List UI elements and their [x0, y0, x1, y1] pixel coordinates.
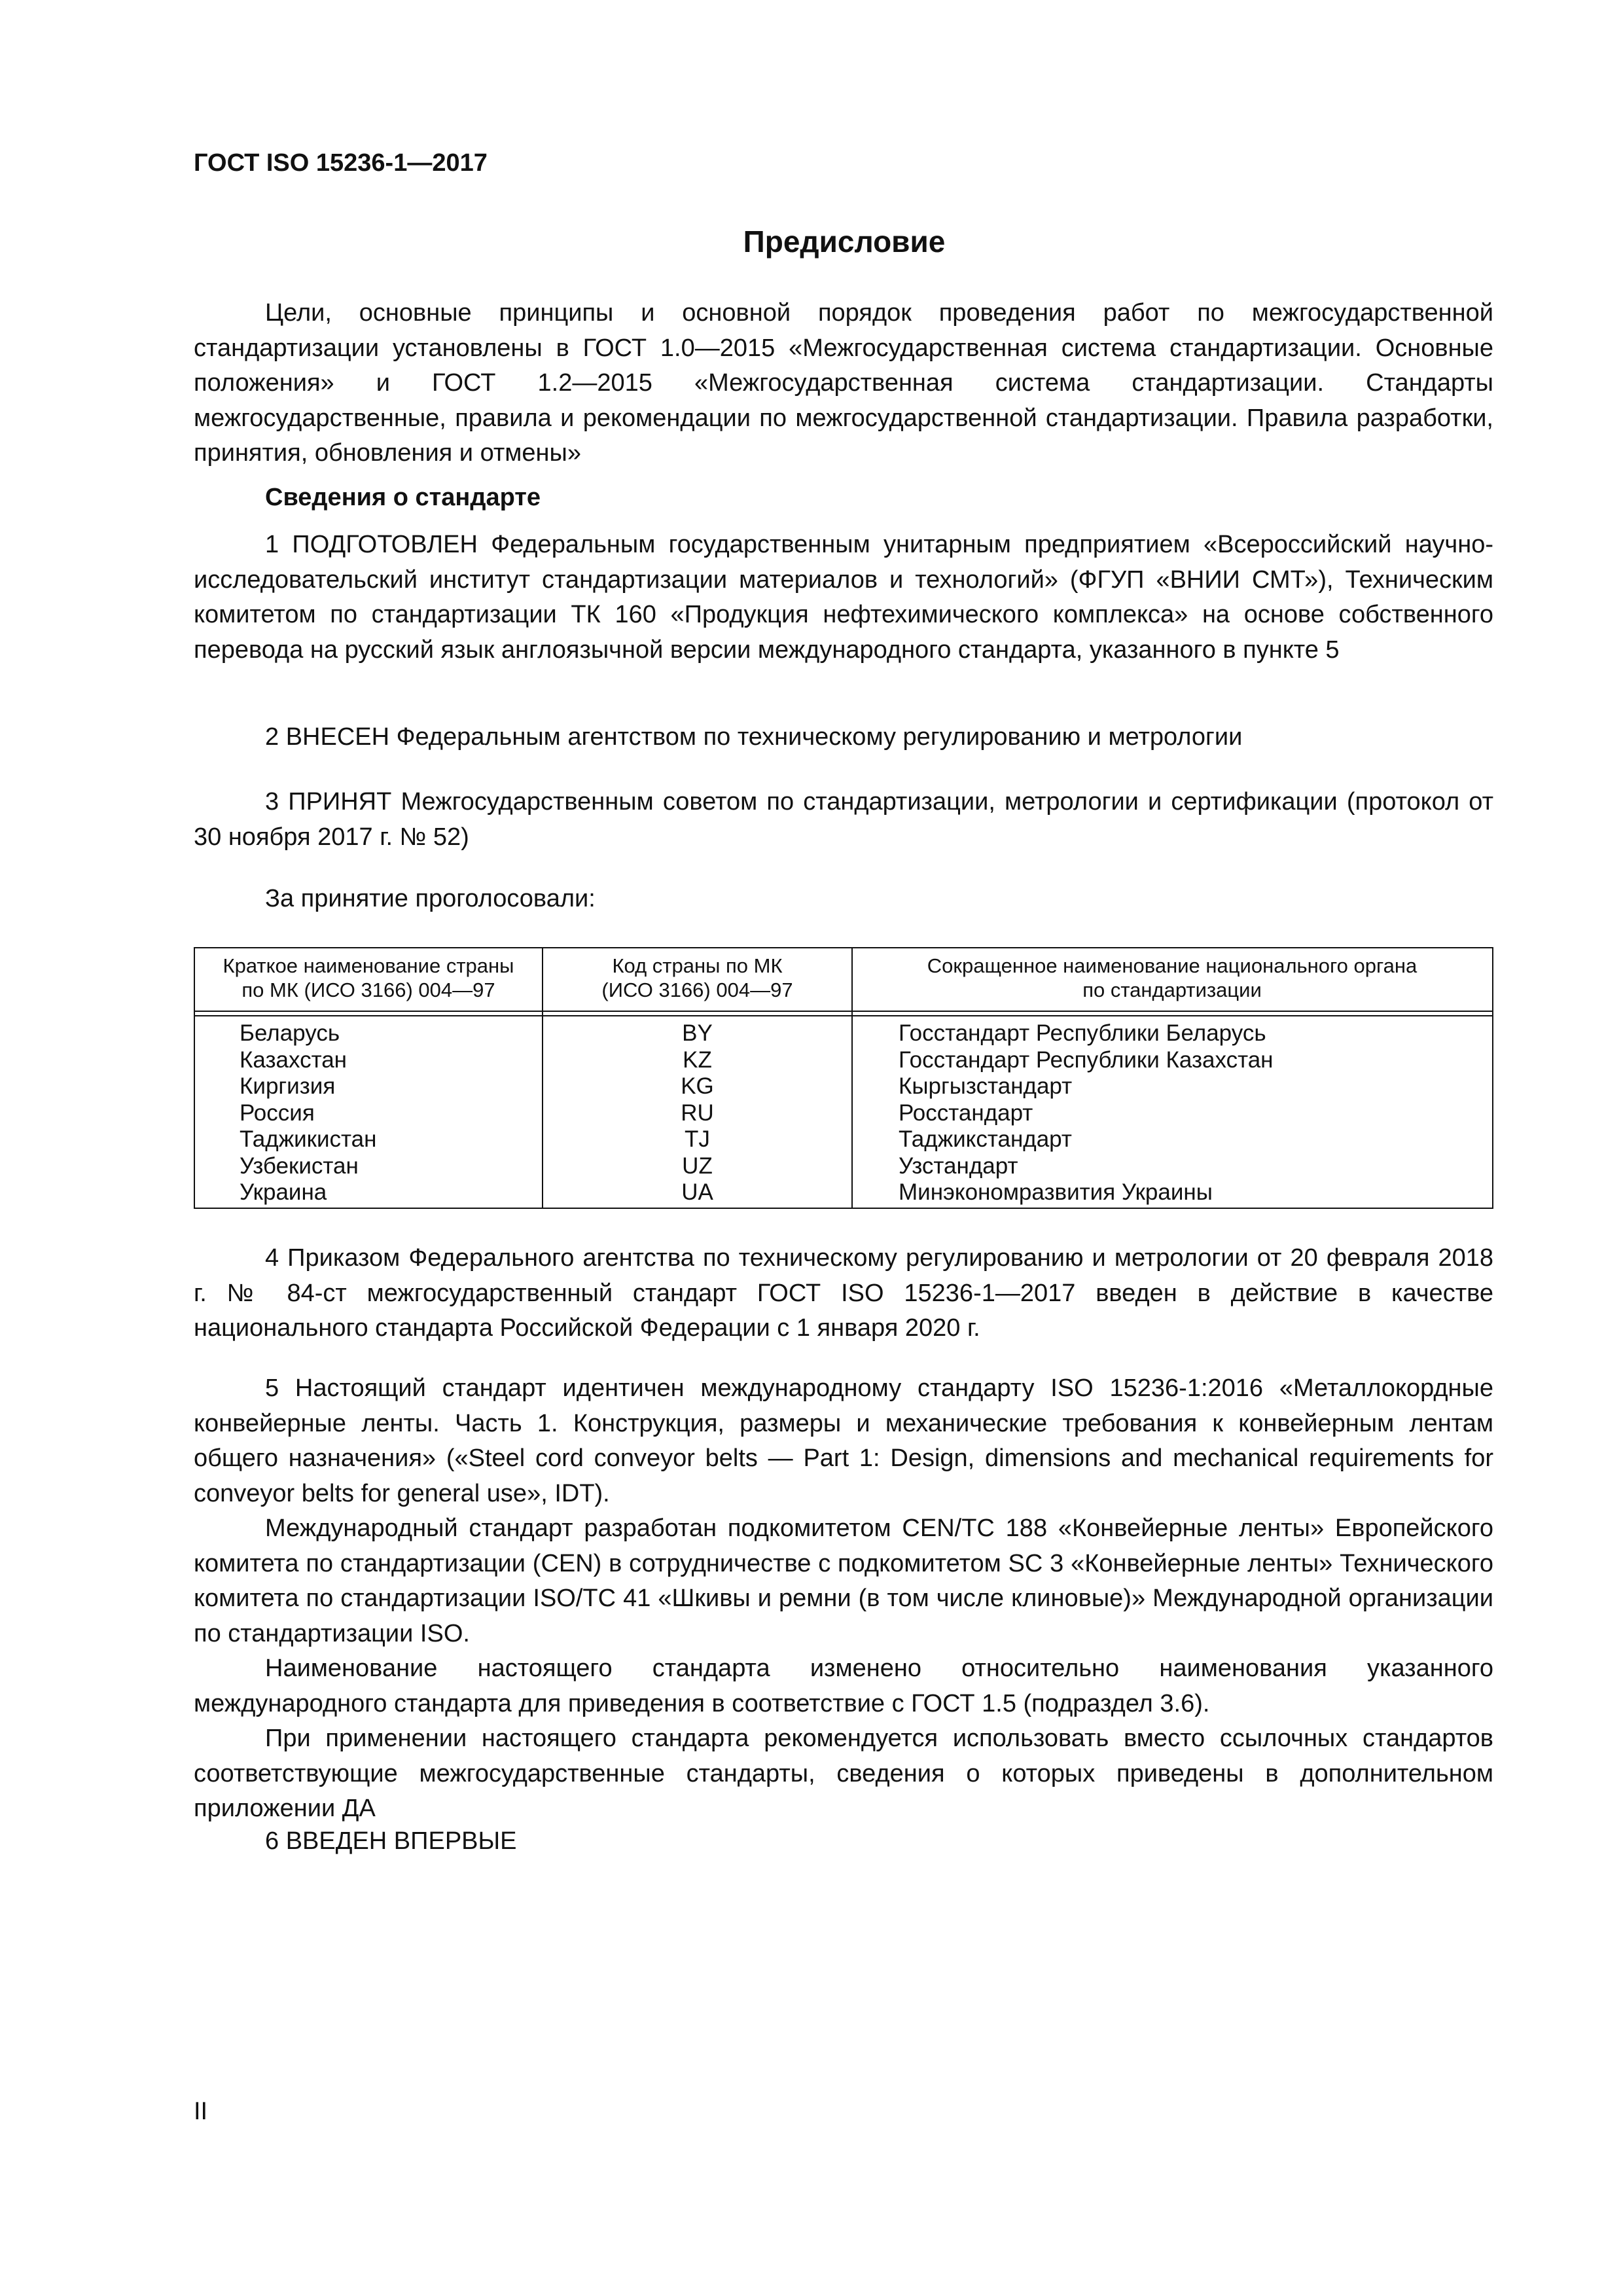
table-cell-country: Казахстан	[240, 1047, 348, 1073]
table-cell-country: Таджикистан	[240, 1126, 377, 1152]
table-cell-body: Минэкономразвития Украины	[899, 1179, 1213, 1205]
table-cell-code: RU	[681, 1100, 714, 1126]
item-5-references-paragraph: При применении настоящего стандарта рекомендуется использовать вместо ссылочных стандартов соответствующие межгосударственные стандарты, сведения о которых приведены в дополнительном приложении ДА	[194, 1725, 1493, 1822]
item-6-paragraph: 6 ВВЕДЕН ВПЕРВЫЕ	[265, 1827, 517, 1855]
intro-block	[194, 296, 1493, 471]
table-cell-country: Узбекистан	[240, 1153, 359, 1179]
table-cell-code: TJ	[685, 1126, 710, 1152]
vote-intro: За принятие проголосовали:	[265, 885, 596, 912]
table-cell-code: KZ	[683, 1047, 712, 1073]
item-6-block	[194, 1824, 1493, 1859]
table-cell-body: Узстандарт	[899, 1153, 1018, 1179]
table-cell-body: Таджикстандарт	[899, 1126, 1072, 1152]
table-header-body: Сокращенное наименование национального органа по стандартизации	[927, 954, 1418, 1001]
table-cell-code: UA	[681, 1179, 713, 1205]
item-5-origin-paragraph: Международный стандарт разработан подкомитетом CEN/TC 188 «Конвейерные ленты» Европейского комитета по стандартизации (CEN) в сотрудничестве с подкомитетом SC 3 «Конвейерные ленты» Технического комитета по стандартизации ISO/TC 41 «Шкивы и ремни (в том числе клиновые)» Международной организации по стандартизации ISO.	[194, 1515, 1493, 1647]
standard-info-heading-block	[194, 480, 1493, 516]
page-title: Предисловие	[743, 224, 946, 259]
document-code-header: ГОСТ ISO 15236-1—2017	[194, 149, 488, 177]
intro-paragraph: Цели, основные принципы и основной порядок проведения работ по межгосударственной стандартизации установлены в ГОСТ 1.0—2015 «Межгосударственная система стандартизации. Основные положения» и ГОСТ 1.2—2015 «Межгосударственная система стандартизации. Стандарты межгосударственные, правила и рекомендации по межгосударственной стандартизации. Правила разработки, принятия, обновления и отмены»	[194, 299, 1493, 467]
item-5-title-note-paragraph: Наименование настоящего стандарта изменено относительно наименования указанного международного стандарта для приведения в соответствие с ГОСТ 1.5 (подраздел 3.6).	[194, 1655, 1493, 1717]
item-4-paragraph: 4 Приказом Федерального агентства по техническому регулированию и метрологии от 20 февраля 2018 г. № 84-ст межгосударственный стандарт ГОСТ ISO 15236-1—2017 введен в действие в качестве национального стандарта Российской Федерации с 1 января 2020 г.	[194, 1244, 1493, 1342]
item-3-block	[194, 785, 1493, 855]
item-4-block	[194, 1241, 1493, 1346]
table-header-divider	[195, 1015, 1492, 1016]
table-cell-country: Россия	[240, 1100, 315, 1126]
table-header-code: Код страны по МК (ИСО 3166) 004—97	[601, 954, 793, 1001]
table-cell-country: Киргизия	[240, 1073, 336, 1099]
table-cell-body: Госстандарт Республики Беларусь	[899, 1020, 1266, 1046]
table-cell-code: BY	[682, 1020, 713, 1046]
table-cell-body: Кыргызстандарт	[899, 1073, 1073, 1099]
voting-table	[194, 947, 1493, 1209]
code-column	[543, 1020, 851, 1206]
table-cell-country: Беларусь	[240, 1020, 340, 1046]
table-cell-body: Госстандарт Республики Казахстан	[899, 1047, 1274, 1073]
page-number: II	[194, 2098, 208, 2125]
table-header-country: Краткое наименование страны по МК (ИСО 3166) 004—97	[223, 954, 514, 1001]
standard-info-heading: Сведения о стандарте	[265, 484, 541, 511]
body-column	[899, 1020, 1274, 1206]
item-5-paragraph: 5 Настоящий стандарт идентичен международному стандарту ISO 15236-1:2016 «Металлокордные конвейерные ленты. Часть 1. Конструкция, размеры и механические требования к конвейерным лентам общего назначения» («Steel cord conveyor belts — Part 1: Design, dimensions and mechanical requirements for conveyor belts for general use», IDT).	[194, 1374, 1493, 1507]
item-2-paragraph: 2 ВНЕСЕН Федеральным агентством по техническому регулированию и метрологии	[265, 723, 1243, 751]
vote-intro-block	[194, 882, 1493, 917]
table-cell-country: Украина	[240, 1179, 327, 1205]
item-2-block	[194, 720, 1493, 755]
table-header-divider	[195, 1011, 1492, 1012]
item-1-paragraph: 1 ПОДГОТОВЛЕН Федеральным государственным унитарным предприятием «Всероссийский научно-исследовательский институт стандартизации материалов и технологий» (ФГУП «ВНИИ СМТ»), Техническим комитетом по стандартизации ТК 160 «Продукция нефтехимического комплекса» на основе собственного перевода на русский язык англоязычной версии международного стандарта, указанного в пункте 5	[194, 531, 1493, 664]
item-5-block	[194, 1371, 1493, 1827]
country-column	[240, 1020, 376, 1206]
table-cell-body: Росстандарт	[899, 1100, 1033, 1126]
item-1-block	[194, 528, 1493, 668]
table-cell-code: KG	[681, 1073, 714, 1099]
item-3-paragraph: 3 ПРИНЯТ Межгосударственным советом по стандартизации, метрологии и сертификации (протокол от 30 ноября 2017 г. № 52)	[194, 788, 1493, 851]
table-cell-code: UZ	[682, 1153, 713, 1179]
